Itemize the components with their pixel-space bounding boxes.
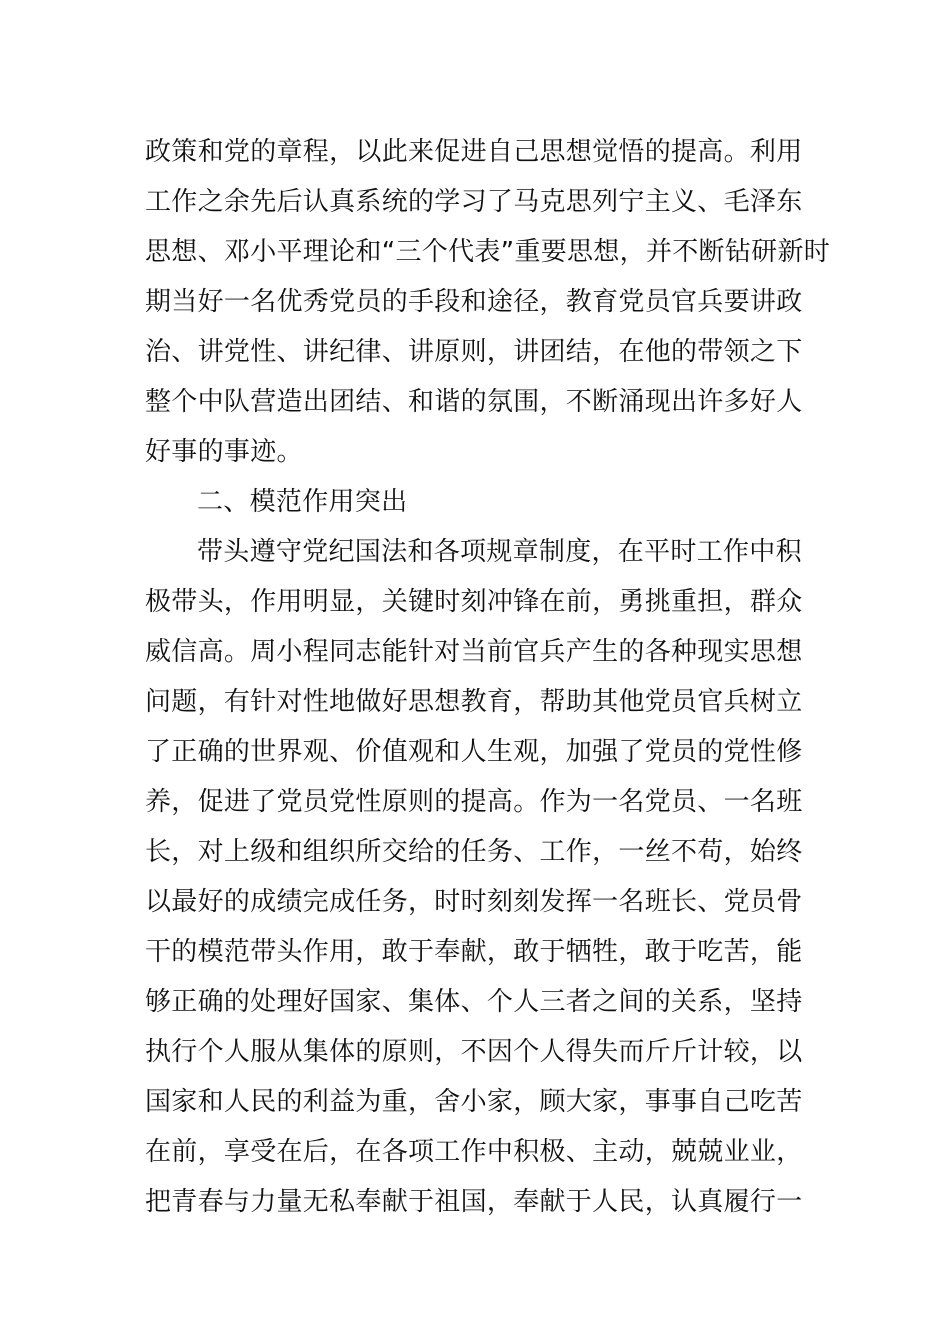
text-line: 养，促进了党员党性原则的提高。作为一名党员、一名班 [145, 787, 803, 817]
text-line: 带头遵守党纪国法和各项规章制度，在平时工作中积 [197, 537, 802, 567]
text-line: 以最好的成绩完成任务，时时刻刻发挥一名班长、党员骨 [145, 887, 803, 917]
text-line: 执行个人服从集体的原则，不因个人得失而斤斤计较，以 [145, 1037, 803, 1067]
text-line: 在前，享受在后，在各项工作中积极、主动，兢兢业业， [145, 1137, 803, 1167]
section-heading: 二、模范作用突出 [197, 487, 408, 517]
text-line: 政策和党的章程，以此来促进自己思想觉悟的提高。利用 [145, 137, 803, 167]
text-line: 了正确的世界观、价值观和人生观，加强了党员的党性修 [145, 737, 803, 767]
text-line: 问题，有针对性地做好思想教育，帮助其他党员官兵树立 [145, 687, 803, 717]
body-text [145, 127, 831, 1227]
text-line: 把青春与力量无私奉献于祖国，奉献于人民，认真履行一 [145, 1187, 803, 1217]
text-line: 期当好一名优秀党员的手段和途径，教育党员官兵要讲政 [145, 287, 803, 317]
text-line: 工作之余先后认真系统的学习了马克思列宁主义、毛泽东 [145, 187, 803, 217]
text-line: 够正确的处理好国家、集体、个人三者之间的关系，坚持 [145, 987, 803, 1017]
text-line: 威信高。周小程同志能针对当前官兵产生的各种现实思想 [145, 637, 803, 667]
text-line: 干的模范带头作用，敢于奉献，敢于牺牲，敢于吃苦，能 [145, 937, 803, 967]
text-line: 治、讲党性、讲纪律、讲原则，讲团结，在他的带领之下 [145, 337, 803, 367]
text-line: 国家和人民的利益为重，舍小家，顾大家，事事自己吃苦 [145, 1087, 803, 1117]
text-line: 极带头，作用明显，关键时刻冲锋在前，勇挑重担，群众 [145, 587, 803, 617]
text-line: 好事的事迹。 [145, 437, 303, 467]
text-line: 整个中队营造出团结、和谐的氛围，不断涌现出许多好人 [145, 387, 803, 417]
text-line: 思想、邓小平理论和“三个代表”重要思想，并不断钻研新时 [145, 237, 831, 267]
text-line: 长，对上级和组织所交给的任务、工作，一丝不苟，始终 [145, 837, 803, 867]
